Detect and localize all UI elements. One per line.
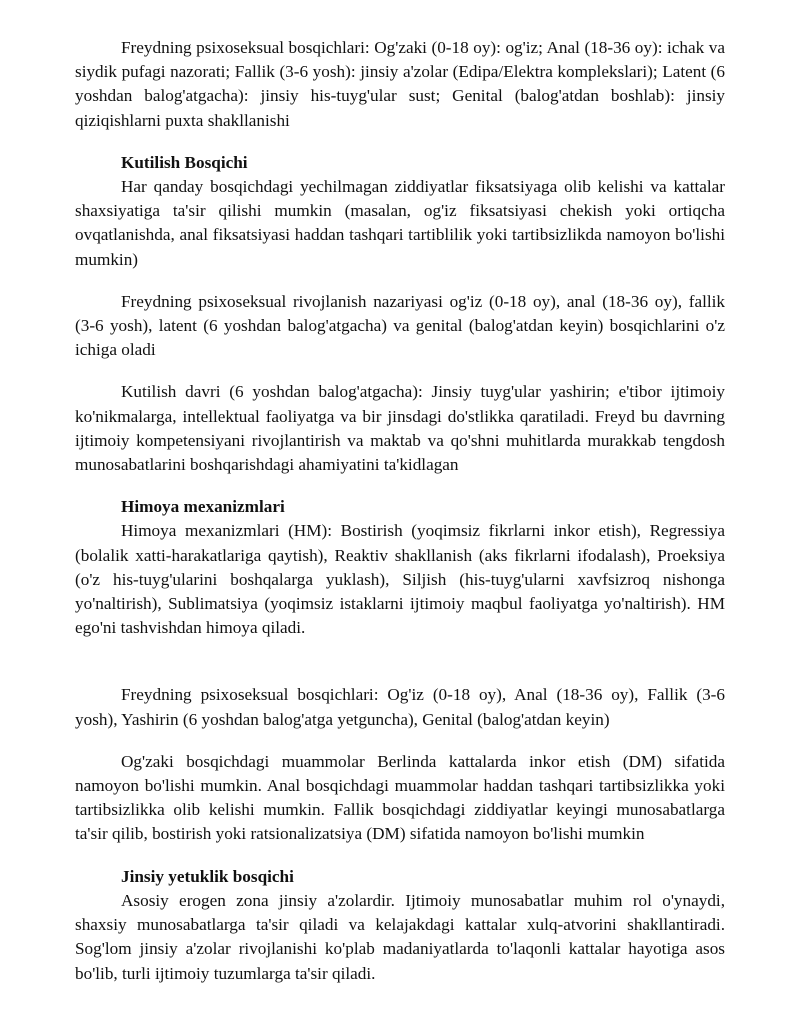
paragraph-theory-summary: Freydning psixoseksual rivojlanish nazariyasi og'iz (0-18 oy), anal (18-36 oy), fallik (3-6 yosh), latent (6 yoshdan balog'atgacha) va genital (balog'atdan keyin) bosqichlarini o'z ichiga oladi (75, 291, 725, 360)
paragraph-latency-period: Kutilish davri (6 yoshdan balog'atgacha): Jinsiy tuyg'ular yashirin; e'tibor ijtimoiy ko'nikmalarga, intellektual faoliyatga va bir jinsdagi do'stlikka qaratiladi. Freyd bu davrning ijtimoiy kompetensiyani rivojlantirish va maktab va qo'shni muhitlarda murakkab tengdosh munosabatlarini boshqarishdagi ahamiyatini ta'kidlagan (75, 382, 725, 475)
heading-jinsiy-yetuklik: Jinsiy yetuklik bosqichi (121, 866, 294, 886)
paragraph-stages-list: Freydning psixoseksual bosqichlari: Og'iz (0-18 oy), Anal (18-36 oy), Fallik (3-6 yosh), Yashirin (6 yoshdan balog'atga yetguncha), Genital (balog'atdan keyin) (75, 685, 725, 729)
document-page (75, 36, 725, 986)
paragraph-psychosexual-stages: Freydning psixoseksual bosqichlari: Og'zaki (0-18 oy): og'iz; Anal (18-36 oy): ichak va siydik pufagi nazorati; Fallik (3-6 yosh): jinsiy a'zolar (Edipa/Elektra komplekslari); Latent (6 yoshdan balog'atgacha): jinsiy his-tuyg'ular sust; Genital (balog'atdan boshlab): jinsiy qiziqishlarni puxta shakllanishi (75, 38, 725, 130)
heading-kutilish-bosqichi: Kutilish Bosqichi (121, 152, 248, 172)
paragraph-genital-stage: Asosiy erogen zona jinsiy a'zolardir. Ijtimoiy munosabatlar muhim rol o'ynaydi, shaxsiy munosabatlarga ta'sir qiladi va kelajakdagi kattalar xulq-atvorini shakllantiradi. Sog'lom jinsiy a'zolar rivojlanishi ko'plab madaniyatlarda to'laqonli kattalar hayotiga asos bo'lib, turli ijtimoiy tuzumlarga ta'sir qiladi. (75, 890, 725, 983)
heading-himoya-mexanizmlari: Himoya mexanizmlari (121, 497, 285, 517)
paragraph-defense-mechanisms: Himoya mexanizmlari (HM): Bostirish (yoqimsiz fikrlarni inkor etish), Regressiya (bolalik xatti-harakatlariga qaytish), Reaktiv shakllanish (aks fikrlarni ifodalash), Proeksiya (o'z his-tuyg'ularini boshqalarga yuklash), Siljish (his-tuyg'ularni xavfsizroq nishonga yo'naltirish), Sublimatsiya (yoqimsiz istaklarni ijtimoiy maqbul faoliyatga yo'naltirish). HM ego'ni tashvishdan himoya qiladi. (75, 521, 725, 638)
paragraph-fixation: Har qanday bosqichdagi yechilmagan ziddiyatlar fiksatsiyaga olib kelishi va kattalar shaxsiyatiga ta'sir qilishi mumkin (masalan, og'iz fiksatsiyasi chekish yoki ortiqcha ovqatlanishda, anal fiksatsiyasi haddan tashqari tartiblilik yoki tartibsizlikda namoyon bo'lishi mumkin) (75, 177, 725, 269)
paragraph-stage-problems: Og'zaki bosqichdagi muammolar Berlinda kattalarda inkor etish (DM) sifatida namoyon bo'lishi mumkin. Anal bosqichdagi muammolar haddan tashqari tartibsizlikka yoki tartibsizlikka olib kelishi mumkin. Fallik bosqichdagi ziddiyatlar keyingi munosabatlarga ta'sir qilib, bostirish yoki ratsionalizatsiya (DM) sifatida namoyon bo'lishi mumkin (75, 751, 725, 844)
